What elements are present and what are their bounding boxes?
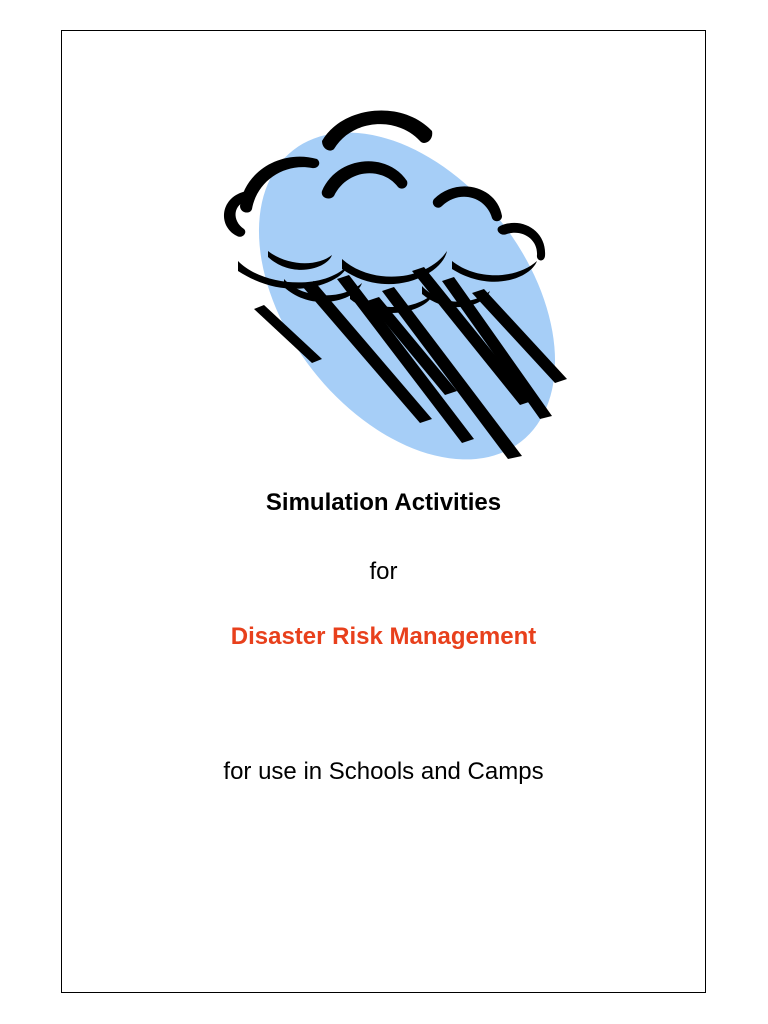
cover-audience: for use in Schools and Camps	[223, 758, 544, 785]
cover-page	[61, 30, 706, 993]
cover-subject: Disaster Risk Management	[230, 623, 537, 650]
rain-cloud-icon	[172, 101, 592, 461]
cover-title: Simulation Activities	[265, 489, 502, 516]
cover-connector: for	[369, 558, 398, 585]
